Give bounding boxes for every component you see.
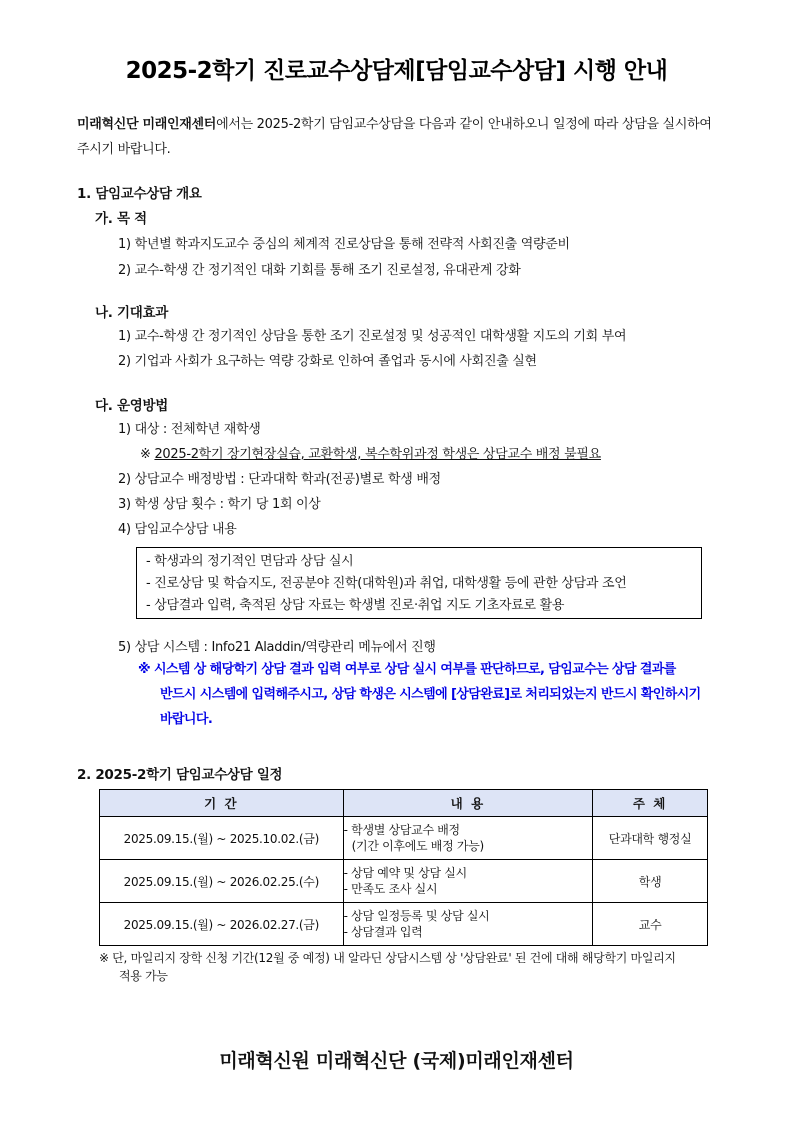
purpose-heading: 가. 목 적	[95, 211, 147, 227]
row-content	[343, 903, 593, 946]
row-owner: 교수	[593, 903, 708, 946]
footnote-line-1: ※ 단, 마일리지 장학 신청 기간(12월 중 예정) 내 알라딘 상담시스템 상 '상담완료' 된 건에 대해 해당학기 마일리지	[99, 951, 676, 965]
content-box-item-3: - 상담결과 입력, 축적된 상담 자료는 학생별 진로·취업 지도 기초자료로 활용	[146, 598, 565, 613]
section1-heading: 1. 담임교수상담 개요	[77, 186, 202, 202]
effects-item-2: 2) 기업과 사회가 요구하는 역량 강화로 인하여 졸업과 동시에 사회진출 실현	[118, 354, 537, 369]
target-note-text: 2025-2학기 장기현장실습, 교환학생, 복수학위과정 학생은 상담교수 배정 불필요	[154, 447, 601, 462]
section2-heading: 2. 2025-2학기 담임교수상담 일정	[77, 767, 283, 783]
row-content-line: - 학생별 상담교수 배정	[343, 823, 460, 837]
operation-frequency: 3) 학생 상담 횟수 : 학기 당 1회 이상	[118, 497, 321, 512]
row-content-line: (기간 이후에도 배정 가능)	[351, 839, 484, 853]
table-row	[100, 903, 708, 946]
row-content-line: - 상담 일정등록 및 상담 실시	[343, 909, 490, 923]
document-title: 2025-2학기 진로교수상담제[담임교수상담] 시행 안내	[125, 58, 668, 84]
content-box-item-2: - 진로상담 및 학습지도, 전공분야 진학(대학원)과 취업, 대학생활 등에 관한 상담과 조언	[146, 576, 627, 591]
row-period: 2025.09.15.(월) ~ 2026.02.25.(수)	[100, 860, 344, 903]
row-content	[343, 817, 593, 860]
intro-paragraph	[77, 112, 722, 162]
row-content-line: - 상담결과 입력	[343, 925, 423, 939]
operation-target-note	[140, 443, 601, 462]
table-row	[100, 860, 708, 903]
footnote-line-2: 적용 가능	[119, 969, 168, 983]
content-box	[136, 547, 702, 619]
header-content: 내 용	[343, 790, 593, 817]
row-owner: 단과대학 행정실	[593, 817, 708, 860]
operation-system: 5) 상담 시스템 : Info21 Aladdin/역량관리 메뉴에서 진행	[118, 640, 436, 655]
note-mark: ※	[140, 447, 155, 462]
table-header-row	[100, 790, 708, 817]
system-notice	[138, 657, 728, 732]
row-owner: 학생	[593, 860, 708, 903]
effects-item-1: 1) 교수-학생 간 정기적인 상담을 통한 조기 진로설정 및 성공적인 대학생활 지도의 기회 부여	[118, 329, 627, 344]
operation-assignment: 2) 상담교수 배정방법 : 단과대학 학과(전공)별로 학생 배정	[118, 472, 441, 487]
schedule-table	[99, 789, 708, 946]
row-content-line: - 상담 예약 및 상담 실시	[343, 866, 467, 880]
header-owner: 주 체	[593, 790, 708, 817]
purpose-item-2: 2) 교수-학생 간 정기적인 대화 기회를 통해 조기 진로설정, 유대관계 강화	[118, 263, 521, 278]
issuer-footer: 미래혁신원 미래혁신단 (국제)미래인재센터	[219, 1050, 574, 1072]
schedule-footnote	[99, 949, 719, 985]
effects-heading: 나. 기대효과	[95, 305, 168, 321]
row-content	[343, 860, 593, 903]
operation-target: 1) 대상 : 전체학년 재학생	[118, 422, 261, 437]
intro-org-name: 미래혁신단 미래인재센터	[77, 117, 217, 132]
notice-line-2: 반드시 시스템에 입력해주시고, 상담 학생은 시스템에 [상담완료]로 처리되었는지 반드시 확인하시기	[160, 687, 701, 702]
header-period: 기 간	[100, 790, 344, 817]
operation-content-label: 4) 담임교수상담 내용	[118, 522, 237, 537]
row-content-line: - 만족도 조사 실시	[343, 882, 438, 896]
table-row	[100, 817, 708, 860]
operation-heading: 다. 운영방법	[95, 398, 168, 414]
intro-text: 에서는 2025-2학기 담임교수상담을 다음과 같이 안내하오니 일정에 따라 상담을 실시하여 주시기 바랍니다.	[77, 117, 712, 157]
content-box-item-1: - 학생과의 정기적인 면담과 상담 실시	[146, 554, 354, 569]
row-period: 2025.09.15.(월) ~ 2026.02.27.(금)	[100, 903, 344, 946]
notice-line-1: ※ 시스템 상 해당학기 상담 결과 입력 여부로 상담 실시 여부를 판단하므로, 담임교수는 상담 결과를	[138, 662, 676, 677]
row-period: 2025.09.15.(월) ~ 2025.10.02.(금)	[100, 817, 344, 860]
purpose-item-1: 1) 학년별 학과지도교수 중심의 체계적 진로상담을 통해 전략적 사회진출 역량준비	[118, 237, 570, 252]
notice-line-3: 바랍니다.	[160, 712, 213, 727]
